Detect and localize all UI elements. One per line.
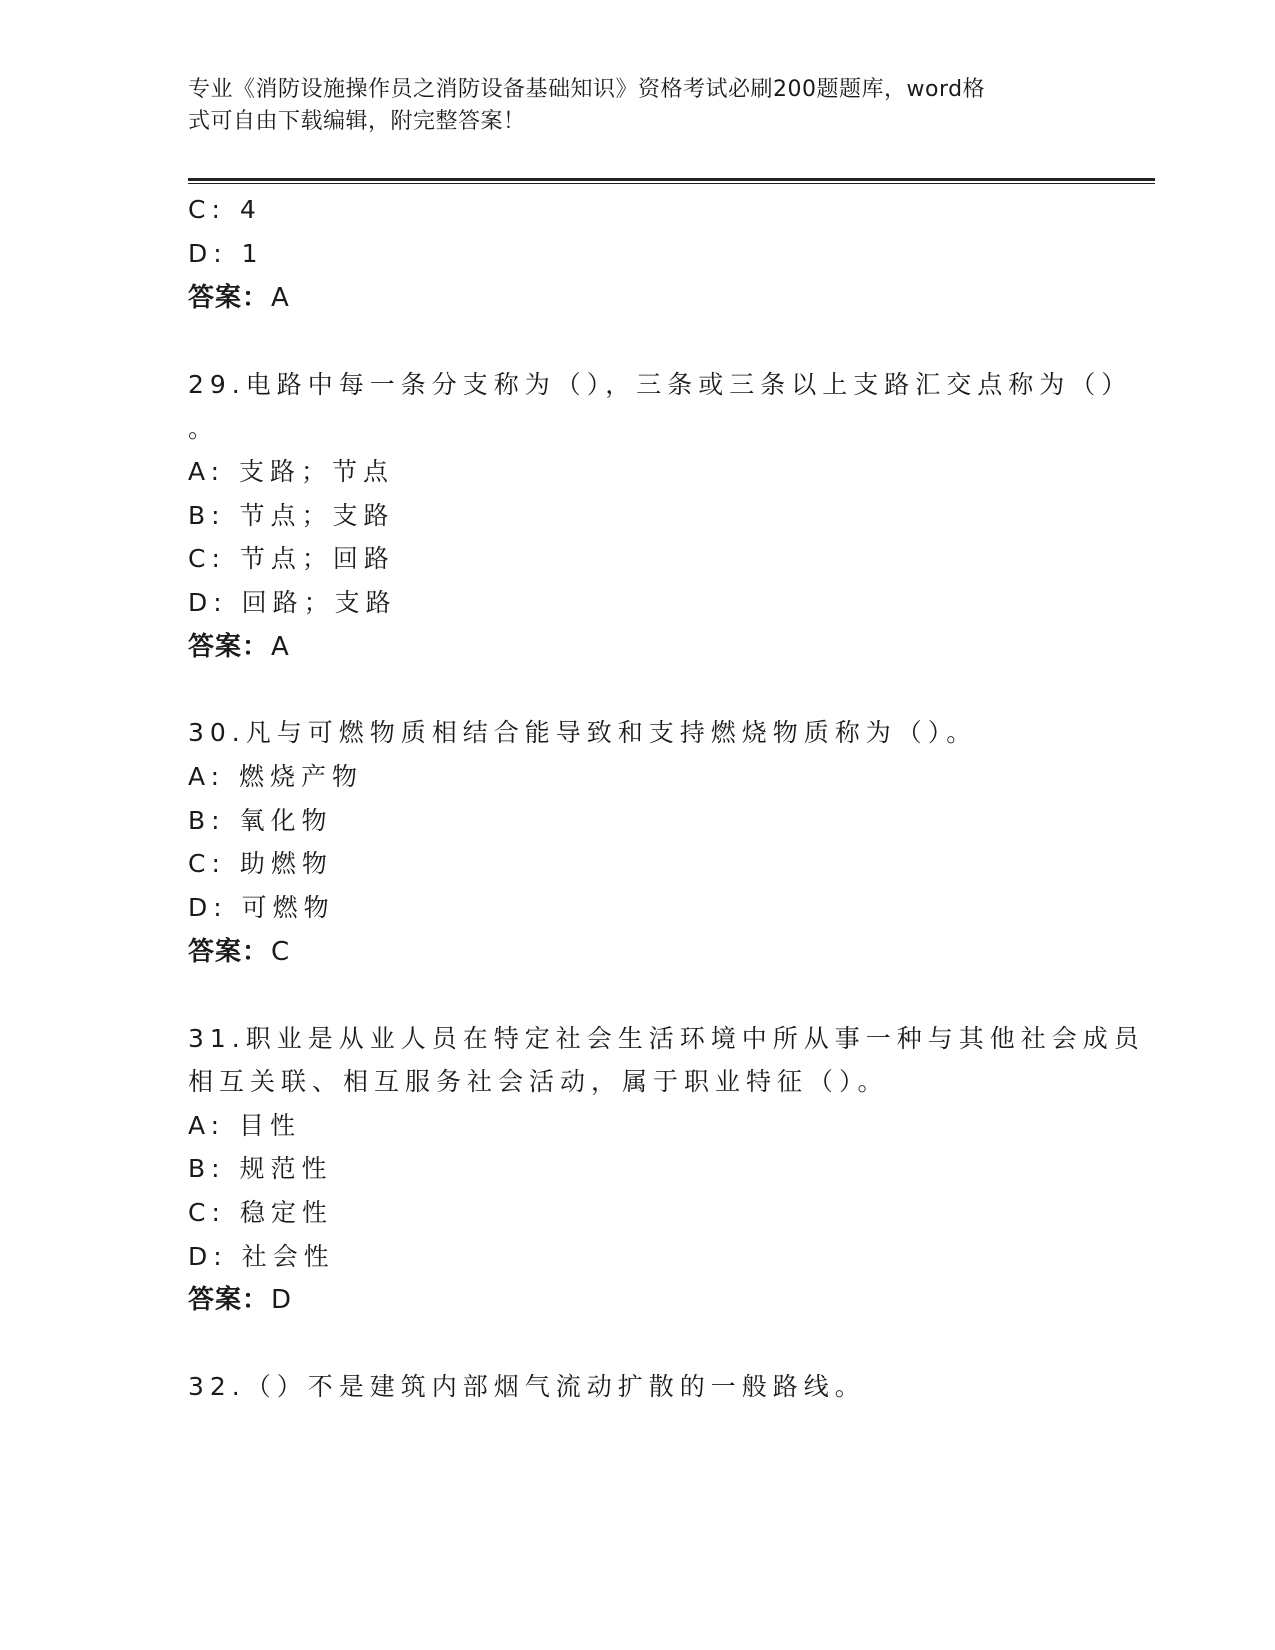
q31-option-a: A: 目性 xyxy=(188,1111,302,1140)
q28-answer-value: A xyxy=(271,283,290,313)
q28-option-d: D: 1 xyxy=(188,239,264,268)
q29-option-c: C: 节点；回路 xyxy=(188,544,395,573)
q29-question-line-1: 29.电路中每一条分支称为（），三条或三条以上支路汇交点称为（） xyxy=(188,370,1133,399)
q30-option-d: D: 可燃物 xyxy=(188,893,335,922)
q31-answer-value: D xyxy=(271,1285,293,1315)
q30-answer-value: C xyxy=(271,937,291,967)
q31-question-line-2: 相互关联、相互服务社会活动，属于职业特征（）。 xyxy=(188,1067,889,1096)
q30-option-b: B: 氧化物 xyxy=(188,806,333,835)
q29-option-d: D: 回路；支路 xyxy=(188,588,397,617)
q30-option-c: C: 助燃物 xyxy=(188,849,333,878)
document-header xyxy=(188,74,1088,138)
q31-option-b: B: 规范性 xyxy=(188,1154,333,1183)
q29-answer-value: A xyxy=(271,632,290,662)
q28-option-c: C: 4 xyxy=(188,195,262,224)
q28-answer xyxy=(188,281,290,315)
header-rule-thin xyxy=(188,183,1155,184)
q29-option-b: B: 节点；支路 xyxy=(188,501,395,530)
q31-option-d: D: 社会性 xyxy=(188,1242,335,1271)
q30-answer xyxy=(188,935,290,969)
q29-answer xyxy=(188,630,290,664)
answer-label: 答案： xyxy=(188,1285,270,1315)
q31-question-line-1: 31.职业是从业人员在特定社会生活环境中所从事一种与其他社会成员 xyxy=(188,1024,1145,1053)
q31-answer xyxy=(188,1283,292,1317)
header-rule-thick xyxy=(188,178,1155,181)
header-line-2: 式可自由下载编辑，附完整答案！ xyxy=(188,109,526,134)
answer-label: 答案： xyxy=(188,937,270,967)
q29-option-a: A: 支路；节点 xyxy=(188,457,395,486)
header-line-1: 专业《消防设施操作员之消防设备基础知识》资格考试必刷200题题库，word格 xyxy=(188,77,986,102)
q30-option-a: A: 燃烧产物 xyxy=(188,762,364,791)
q32-question-line-1: 32.（）不是建筑内部烟气流动扩散的一般路线。 xyxy=(188,1372,866,1401)
q31-option-c: C: 稳定性 xyxy=(188,1198,333,1227)
answer-label: 答案： xyxy=(188,283,270,313)
q30-question-line-1: 30.凡与可燃物质相结合能导致和支持燃烧物质称为（）。 xyxy=(188,718,978,747)
answer-label: 答案： xyxy=(188,632,270,662)
q29-question-line-2: 。 xyxy=(188,414,220,443)
